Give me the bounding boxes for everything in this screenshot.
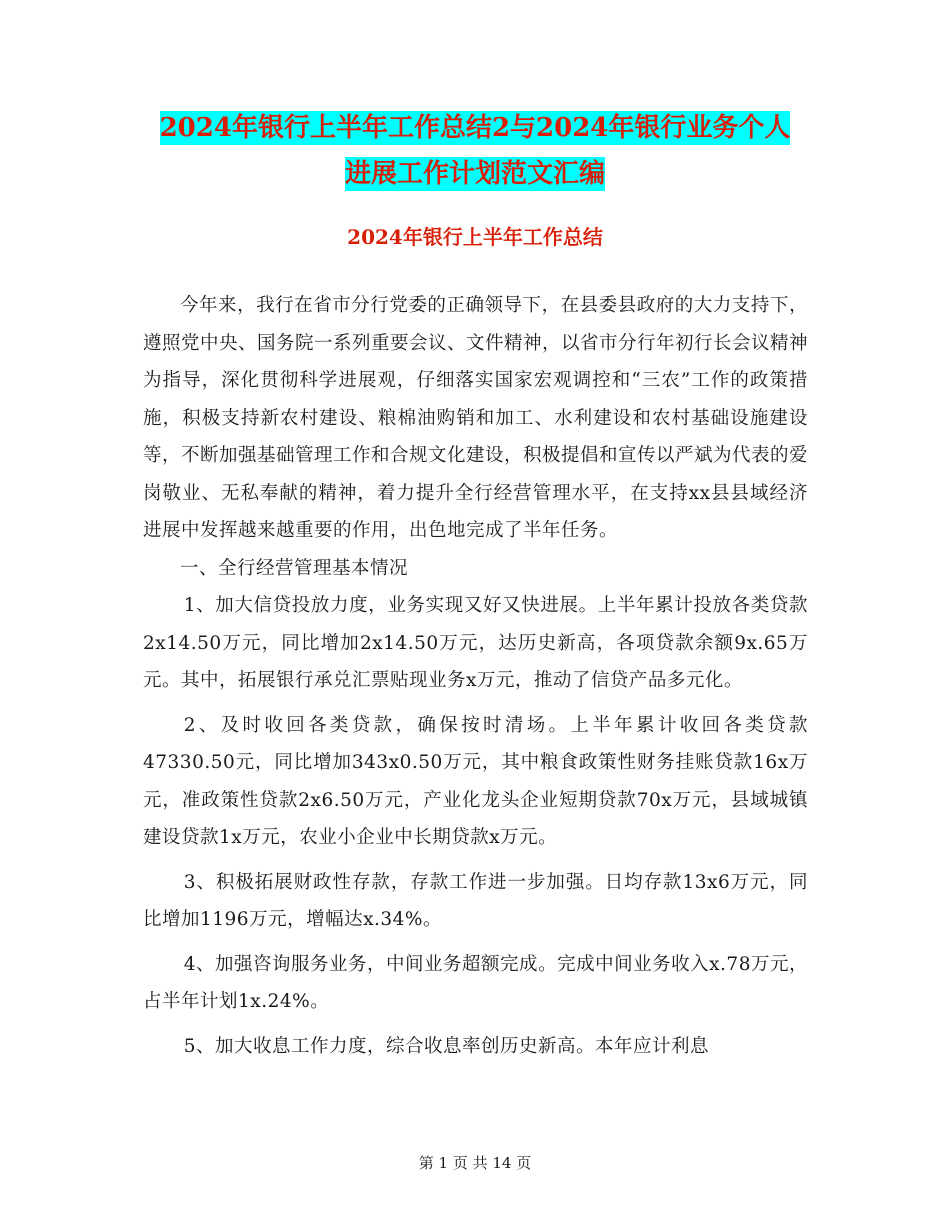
paragraph-item-1: 1、加大信贷投放力度，业务实现又好又快进展。上半年累计投放各类贷款2x14.50万元，同比增加2x14.50万元，达历史新高，各项贷款余额9x.65万元。其中，拓展银行承兑汇票贴现业务x万元，推动了信贷产品多元化。 bbox=[143, 595, 808, 691]
document-title-line-1 bbox=[0, 108, 950, 148]
paragraph-intro: 今年来，我行在省市分行党委的正确领导下，在县委县政府的大力支持下，遵照党中央、国务院一系列重要会议、文件精神，以省市分行年初行长会议精神为指导，深化贯彻科学进展观，仔细落实国家宏观调控和“三农”工作的政策措施，积极支持新农村建设、粮棉油购销和加工、水利建设和农村基础设施建设等，不断加强基础管理工作和合规文化建设，积极提倡和宣传以严斌为代表的爱岗敬业、无私奉献的精神，着力提升全行经营管理水平，在支持xx县县域经济进展中发挥越来越重要的作用，出色地完成了半年任务。 bbox=[143, 295, 809, 541]
heading-basic-situation: 一、全行经营管理基本情况 bbox=[180, 557, 409, 579]
paragraph-item-2: 2、及时收回各类贷款，确保按时清场。上半年累计收回各类贷款47330.50元，同比增加343x0.50万元，其中粮食政策性财务挂账贷款16x万元，准政策性贷款2x6.50万元，产业化龙头企业短期贷款70x万元，县域城镇建设贷款1x万元，农业小企业中长期贷款x万元。 bbox=[143, 714, 808, 848]
section-title: 2024年银行上半年工作总结 bbox=[347, 225, 603, 249]
paragraph-item-4: 4、加强咨询服务业务，中间业务超额完成。完成中间业务收入x.78万元，占半年计划1x.24%。 bbox=[143, 953, 808, 1012]
paragraph-item-3: 3、积极拓展财政性存款，存款工作进一步加强。日均存款13x6万元，同比增加1196万元，增幅达x.34%。 bbox=[143, 871, 808, 930]
paragraph-item-5: 5、加大收息工作力度，综合收息率创历史新高。本年应计利息 bbox=[183, 1035, 709, 1057]
title-line-2-text: 进展工作计划范文汇编 bbox=[344, 159, 605, 189]
document-body bbox=[143, 287, 808, 1065]
title-line-1-text: 2024年银行上半年工作总结2与2024年银行业务个人 bbox=[159, 113, 791, 143]
page-footer: 第 1 页 共 14 页 bbox=[418, 1154, 532, 1172]
document-title-line-2 bbox=[0, 154, 950, 194]
